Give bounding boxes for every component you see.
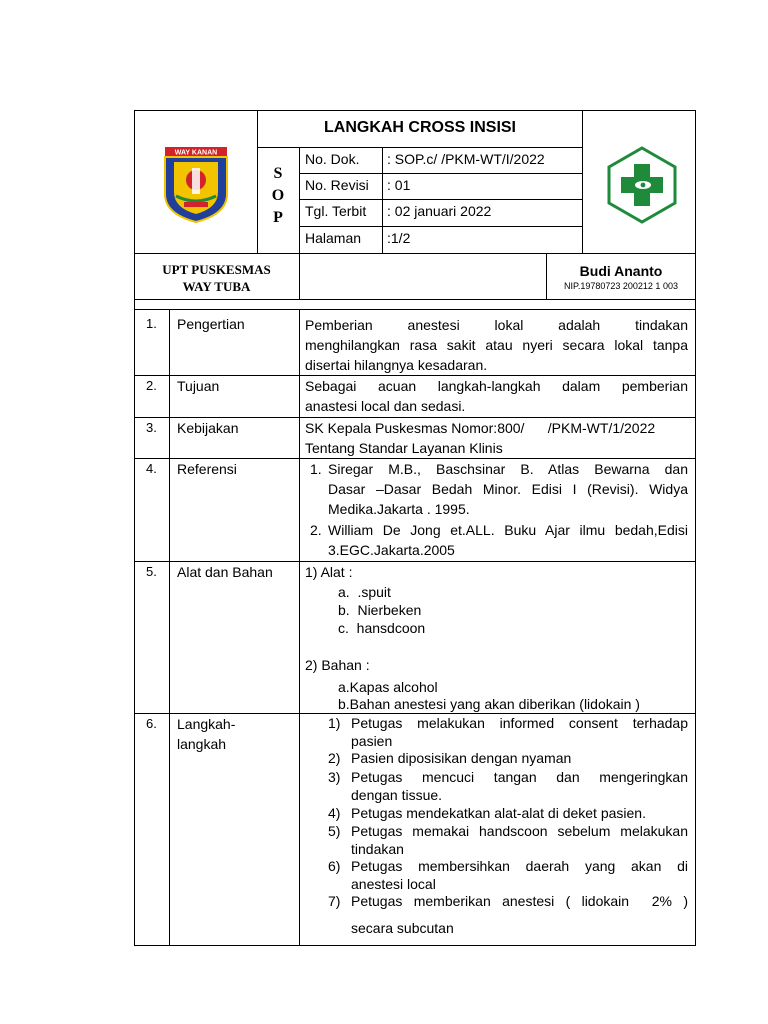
field-divider-3 bbox=[299, 226, 582, 227]
table-col-2 bbox=[299, 309, 300, 946]
field-value-halaman: :1/2 bbox=[387, 230, 411, 246]
header-divider bbox=[134, 253, 696, 254]
header-col-2 bbox=[299, 147, 300, 254]
step-5-number: 5) bbox=[328, 823, 341, 839]
step-4-number: 4) bbox=[328, 805, 341, 821]
frame-left bbox=[134, 110, 135, 946]
step-2-number: 2) bbox=[328, 750, 341, 766]
step-1-number: 1) bbox=[328, 715, 341, 731]
row-3-line-2: Tentang Standar Layanan Klinis bbox=[305, 440, 503, 456]
title-divider bbox=[257, 147, 583, 148]
step-7-number: 7) bbox=[328, 893, 341, 909]
document-title: LANGKAH CROSS INSISI bbox=[323, 119, 516, 136]
row-3-number: 3. bbox=[146, 420, 157, 435]
ref-1-line-2: Dasar –Dasar Bedah Minor. Edisi I (Revisi). Widya bbox=[328, 481, 688, 497]
row-1-line-3: disertai hilangnya kesadaran. bbox=[305, 357, 488, 373]
field-value-no-revisi: : 01 bbox=[387, 177, 411, 193]
step-6-line-1: Petugas membersihkan daerah yang akan di bbox=[351, 858, 688, 874]
signer-nip: NIP.19780723 200212 1 003 bbox=[564, 281, 678, 291]
ref-2-line-1: William De Jong et.ALL. Buku Ajar ilmu bedah,Edisi bbox=[328, 522, 688, 538]
signer-name: Budi Ananto bbox=[579, 263, 663, 279]
row-5-label: Alat dan Bahan bbox=[177, 564, 273, 580]
way-kanan-logo bbox=[162, 146, 230, 224]
row-3-label: Kebijakan bbox=[177, 420, 239, 436]
step-5-line-1: Petugas memakai handscoon sebelum melakukan bbox=[351, 823, 688, 839]
frame-bottom bbox=[134, 945, 696, 946]
step-5-line-2: tindakan bbox=[351, 841, 404, 857]
field-value-no-dok: : SOP.c/ /PKM-WT/I/2022 bbox=[387, 151, 545, 167]
row-6-label-line-1: Langkah- bbox=[177, 716, 236, 732]
ref-2-line-2: 3.EGC.Jakarta.2005 bbox=[328, 542, 455, 558]
field-divider-1 bbox=[299, 173, 582, 174]
field-label-no-revisi: No. Revisi bbox=[305, 177, 369, 193]
step-7-line-2: secara subcutan bbox=[351, 920, 454, 936]
sop-letter-p: P bbox=[273, 209, 283, 226]
row-5-number: 5. bbox=[146, 564, 157, 579]
row-2-number: 2. bbox=[146, 378, 157, 393]
frame-right bbox=[695, 110, 696, 946]
ref-1-line-1: Siregar M.B., Baschsinar B. Atlas Bewarna dan bbox=[328, 461, 688, 477]
ref-1-number: 1. bbox=[310, 461, 322, 477]
bahan-item-b: b.Bahan anestesi yang akan diberikan (lidokain ) bbox=[338, 696, 640, 712]
org-name-line1: UPT PUSKESMAS bbox=[162, 262, 271, 277]
sop-letter-o: O bbox=[271, 187, 285, 204]
org-col-1 bbox=[299, 253, 300, 300]
step-3-number: 3) bbox=[328, 769, 341, 785]
row-2-label: Tujuan bbox=[177, 378, 220, 394]
row-1-number: 1. bbox=[146, 316, 157, 331]
alat-item-b: b. Nierbeken bbox=[338, 602, 422, 618]
org-name-line2: WAY TUBA bbox=[182, 279, 251, 294]
row-1-label: Pengertian bbox=[177, 316, 245, 332]
step-7-line-1: Petugas memberikan anestesi ( lidokain 2% ) bbox=[351, 893, 688, 909]
alat-item-c: c. hansdcoon bbox=[338, 620, 426, 636]
alat-title: 1) Alat : bbox=[305, 564, 353, 580]
ref-1-line-3: Medika.Jakarta . 1995. bbox=[328, 501, 470, 517]
row-divider-4 bbox=[134, 561, 696, 562]
row-1-line-1: Pemberian anestesi lokal adalah tindakan bbox=[305, 317, 688, 333]
field-value-tgl-terbit: : 02 januari 2022 bbox=[387, 203, 492, 219]
step-3-line-1: Petugas mencuci tangan dan mengeringkan bbox=[351, 769, 688, 785]
row-2-line-1: Sebagai acuan langkah-langkah dalam pemberian bbox=[305, 378, 688, 394]
step-1-line-1: Petugas melakukan informed consent terhadap bbox=[351, 715, 688, 731]
org-divider bbox=[134, 299, 696, 300]
row-1-line-2: menghilangkan rasa sakit atau nyeri secara lokal tanpa bbox=[305, 337, 688, 353]
table-col-1 bbox=[169, 309, 170, 946]
step-2-line-1: Pasien diposisikan dengan nyaman bbox=[351, 750, 572, 766]
header-col-3 bbox=[382, 147, 383, 254]
logo-text: WAY KANAN bbox=[174, 149, 218, 157]
alat-item-a: a. .spuit bbox=[338, 584, 391, 600]
step-3-line-2: dengan tissue. bbox=[351, 787, 443, 803]
field-label-tgl-terbit: Tgl. Terbit bbox=[305, 203, 367, 219]
step-4-line-1: Petugas mendekatkan alat-alat di deket pasien. bbox=[351, 805, 646, 821]
step-6-line-2: anestesi local bbox=[351, 876, 436, 892]
bahan-title: 2) Bahan : bbox=[305, 657, 370, 673]
sop-document bbox=[134, 110, 696, 946]
field-label-no-dok: No. Dok. bbox=[305, 151, 360, 167]
sop-letter-s: S bbox=[273, 165, 283, 182]
row-4-number: 4. bbox=[146, 461, 157, 476]
table-top bbox=[134, 309, 696, 310]
row-6-label-line-2: langkah bbox=[177, 736, 227, 752]
step-6-number: 6) bbox=[328, 858, 341, 874]
row-2-line-2: anastesi local dan sedasi. bbox=[305, 398, 466, 414]
row-4-label: Referensi bbox=[177, 461, 237, 477]
bahan-item-a: a.Kapas alcohol bbox=[338, 679, 438, 695]
step-1-line-2: pasien bbox=[351, 733, 393, 749]
row-3-line-1: SK Kepala Puskesmas Nomor:800/ /PKM-WT/1/2022 bbox=[305, 420, 656, 436]
frame-top bbox=[134, 110, 696, 111]
field-divider-2 bbox=[299, 199, 582, 200]
row-6-number: 6. bbox=[146, 716, 157, 731]
field-label-halaman: Halaman bbox=[305, 230, 362, 246]
ref-2-number: 2. bbox=[310, 522, 322, 538]
puskesmas-logo bbox=[603, 146, 681, 224]
